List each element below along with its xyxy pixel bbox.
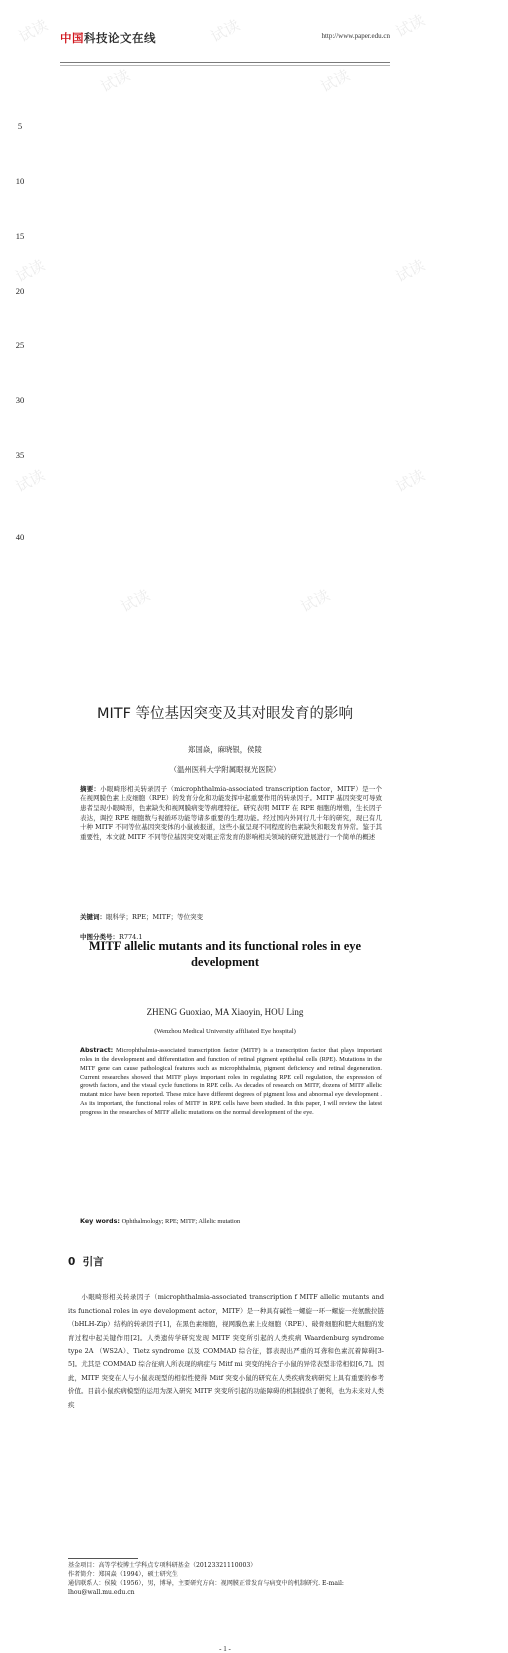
logo-red-text: 中国	[60, 31, 84, 45]
site-logo	[60, 30, 156, 46]
class-cn-label: 中图分类号：	[80, 932, 119, 941]
logo-dark-text: 科技论文在线	[84, 31, 156, 45]
footnotes	[68, 1562, 384, 1598]
line-number: 25	[15, 339, 25, 350]
affiliation-cn: （温州医科大学附属眼视光医院）	[169, 764, 281, 774]
line-number: 40	[15, 531, 25, 542]
watermark: 试读	[12, 465, 48, 496]
abstract-en-label: Abstract:	[80, 1046, 114, 1055]
watermark: 试读	[317, 65, 353, 96]
line-number: 20	[15, 285, 25, 296]
header-rule	[60, 62, 390, 63]
header-rule-thin	[60, 65, 390, 66]
line-number: 15	[15, 230, 25, 241]
footnote-funding: 基金项目：高等学校博士学科点专项科研基金（20123321110003）	[68, 1561, 257, 1569]
section-heading	[68, 1254, 508, 1269]
line-numbers	[0, 18, 60, 638]
keywords-cn-text: 眼科学；RPE；MITF；等位突变	[106, 912, 204, 921]
abstract-en	[80, 1046, 382, 1117]
watermark: 试读	[392, 465, 428, 496]
watermark: 试读	[207, 15, 243, 46]
watermark: 试读	[297, 585, 333, 616]
section-title: 引言	[82, 1256, 104, 1269]
abstract-cn	[80, 785, 382, 843]
affiliation-en: (Wenzhou Medical University affiliated Eye hospital)	[154, 1028, 296, 1036]
abstract-en-text: Microphthalmia-associated transcription factor (MITF) is a transcription factor that plays important roles in the development and differentiation and function of retinal pigment epithelial cells (RPE). Mutations in the MITF gene can cause pathological features such as microphthalmia, pigment deficiency and retinal degeneration. Current researches showed that MITF plays important roles in regulating RPE cell regulation, the expression of growth factors, and the visual cycle functions in RPE cells. As decades of research on MITF, dozens of MITF allelic mutant mice have been reported. These mice have different degrees of pigment loss and abnormal eye development . As its important, the functional roles of MITF in RPE cells have been studied. In this paper, I will review the latest progress in the researches of MITF allelic mutations on the normal development of the eye.	[80, 1047, 382, 1116]
site-url: http://www.paper.edu.cn	[321, 32, 390, 40]
line-number: 10	[15, 175, 25, 186]
abstract-cn-label: 摘要：	[80, 784, 101, 793]
title-cn: MITF 等位基因突变及其对眼发育的影响	[96, 705, 354, 722]
authors-cn: 郑国焱，麻晓银，侯陵	[188, 744, 262, 754]
keywords-cn-label: 关键词：	[80, 912, 106, 921]
section-number: 0	[68, 1256, 76, 1269]
line-number: 5	[17, 120, 23, 131]
abstract-cn-text: 小眼畸形相关转录因子（microphthalmia-associated transcription factor，MITF）是一个在视网膜色素上皮细胞（RPE）的发育分化和功能发挥中起重要作用的转录因子。MITF 基因突变可导致患者呈现小眼畸形，色素缺失和视网膜病变等病理特征。研究表明 MITF 在 RPE 细胞的增殖，生长因子表达，调控 RPE 细胞数与视循环功能等诸多重要的生理功能。经过国内外同行几十年的研究，现已有几十种 MITF 不同等位基因突变体的小鼠被报道，这些小鼠呈现不同程度的色素缺失和眼发育异常。鉴于其重要性，本文就 MITF 不同等位基因突变对眼正常发育的影响相关领域的研究进展进行一个简单的概述	[80, 784, 383, 842]
watermark: 试读	[15, 15, 51, 46]
line-number: 30	[15, 394, 25, 405]
authors-en: ZHENG Guoxiao, MA Xiaoyin, HOU Ling	[146, 1007, 304, 1018]
watermark: 试读	[97, 65, 133, 96]
class-cn-text: R774.1	[119, 932, 143, 941]
intro-text: 小眼畸形相关转录因子（microphthalmia-associated transcription f MITF allelic mutants and its functional roles in eye development actor，MITF）是一种具有碱性一螺旋一环一螺旋一亮氨酸拉链（bHLH-Zip）结构的转录因子[1]，在黑色素细胞，视网膜色素上皮细胞（RPE）、破骨细胞和肥大细胞的发育过程中起关键作用[2]。人类遗传学研究发现 MITF 突变所引起的人类疾病 Waardenburg syndrome type 2A （WS2A）、Tietz syndrome 以及 COMMAD 综合征，都表现出严重的耳聋和色素沉着障碍[3-5]。尤其是 COMMAD 综合征病人所表现的病症与 Mitf mi 突变的纯合子小鼠的异常表型非常相似[6,7]。因此，MITF 突变在人与小鼠表现型的相似性使得 Mitf 突变小鼠的研究在人类疾病发病研究上具有重要的参考价值。目前小鼠疾病模型的运用为深入研究 MITF 突变所引起的功能障碍的机制提供了便利，也为未来对人类疾	[68, 1293, 384, 1409]
title-en: MITF allelic mutants and its functional roles in eye development	[88, 939, 362, 970]
page-header	[60, 30, 390, 46]
introduction-paragraph	[68, 1291, 384, 1412]
watermark: 试读	[117, 585, 153, 616]
keywords-cn	[80, 913, 382, 923]
line-number: 35	[15, 449, 25, 460]
page-number: - 1 -	[219, 1645, 231, 1653]
footnote-contact: 通信联系人：侯陵（1956），男，博导，主要研究方向：视网膜正常发育与病变中的机制研究. E-mail: lhou@wall.mu.edu.cn	[68, 1579, 344, 1596]
keywords-en	[80, 1217, 382, 1227]
keywords-en-label: Key words:	[80, 1216, 120, 1225]
keywords-en-text: Ophthalmology; RPE; MITF; Allelic mutation	[121, 1217, 241, 1225]
watermark: 试读	[392, 255, 428, 286]
footnote-author: 作者简介：郑国焱（1994），硕士研究生	[68, 1570, 178, 1578]
watermark: 试读	[12, 255, 48, 286]
footnote-rule	[68, 1558, 138, 1559]
watermark: 试读	[392, 10, 428, 41]
